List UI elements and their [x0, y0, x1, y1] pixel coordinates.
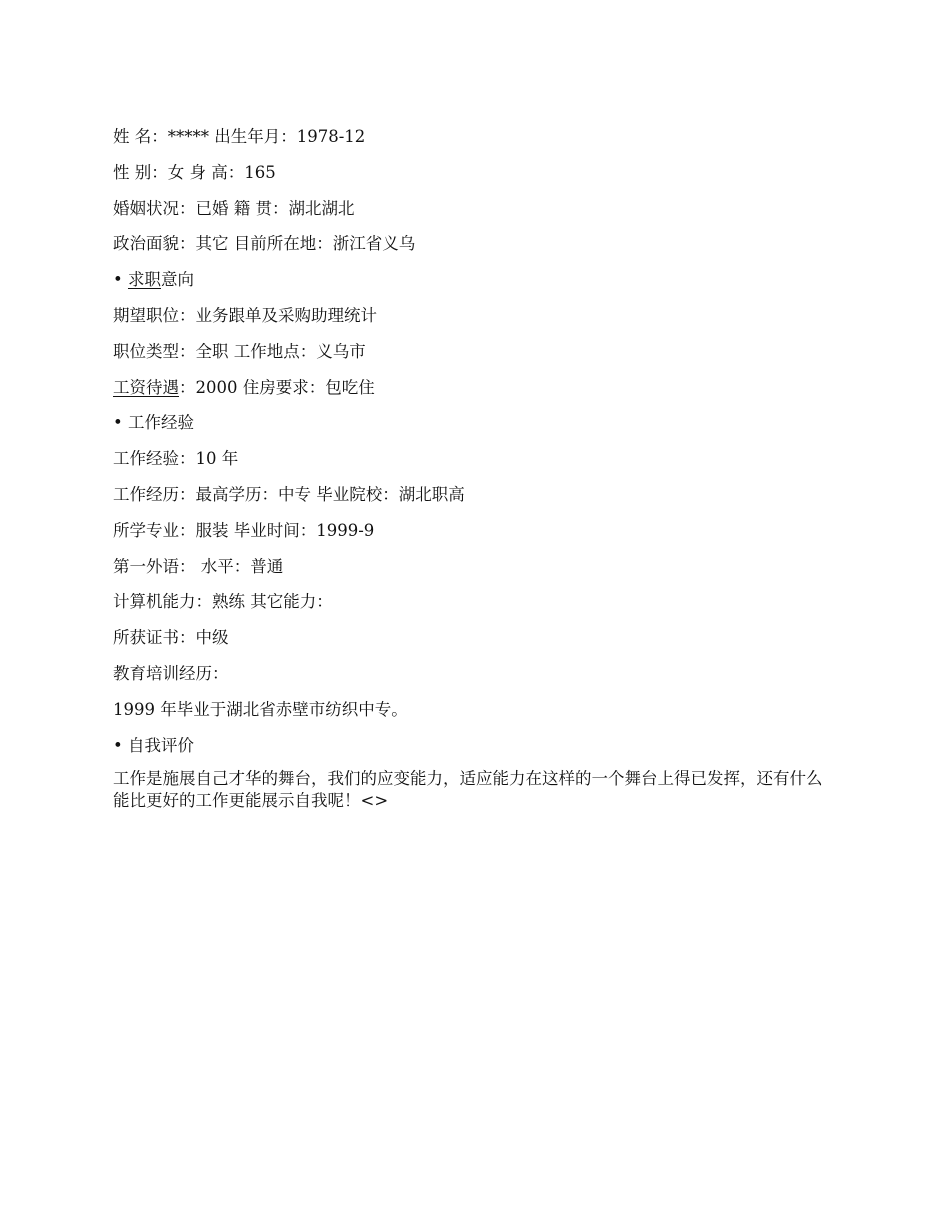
work-experience-heading: • 工作经验 — [113, 413, 194, 433]
salary-line — [113, 375, 843, 411]
resume-document — [113, 124, 843, 812]
salary-line-rest: ：2000 住房要求：包吃住 — [179, 377, 375, 397]
job-type-line: 职位类型：全职 工作地点：义乌市 — [113, 341, 366, 361]
bullet: • — [113, 270, 128, 290]
self-evaluation-text: 工作是施展自己才华的舞台，我们的应变能力，适应能力在这样的一个舞台上得已发挥，还有什么能比更好的工作更能展示自我呢！<> — [113, 769, 823, 811]
expected-position-line: 期望职位：业务跟单及采购助理统计 — [113, 305, 377, 325]
political-location-line: 政治面貌：其它 目前所在地：浙江省义乌 — [113, 234, 416, 254]
name-birth-line: 姓 名：***** 出生年月：1978-12 — [113, 127, 366, 146]
major-graduation-line: 所学专业：服装 毕业时间：1999-9 — [113, 520, 375, 540]
self-evaluation-heading: • 自我评价 — [113, 735, 194, 755]
job-intent-heading-rest: 意向 — [160, 270, 194, 290]
certificate-line: 所获证书：中级 — [113, 628, 229, 648]
job-intent-heading — [113, 267, 843, 303]
marital-origin-line: 婚姻状况：已婚 籍 贯：湖北湖北 — [113, 198, 355, 218]
experience-years-line: 工作经验：10 年 — [113, 449, 239, 469]
foreign-language-line: 第一外语： 水平：普通 — [113, 556, 284, 576]
salary-link[interactable]: 工资待遇 — [113, 377, 179, 397]
education-training-label: 教育培训经历： — [113, 663, 229, 683]
job-search-link[interactable]: 求职 — [127, 270, 161, 290]
gender-height-line: 性 别：女 身 高：165 — [113, 162, 276, 182]
education-history-line: 工作经历：最高学历：中专 毕业院校：湖北职高 — [113, 484, 465, 504]
computer-skills-line: 计算机能力：熟练 其它能力： — [113, 592, 333, 612]
education-training-detail: 1999 年毕业于湖北省赤壁市纺织中专。 — [113, 699, 408, 719]
